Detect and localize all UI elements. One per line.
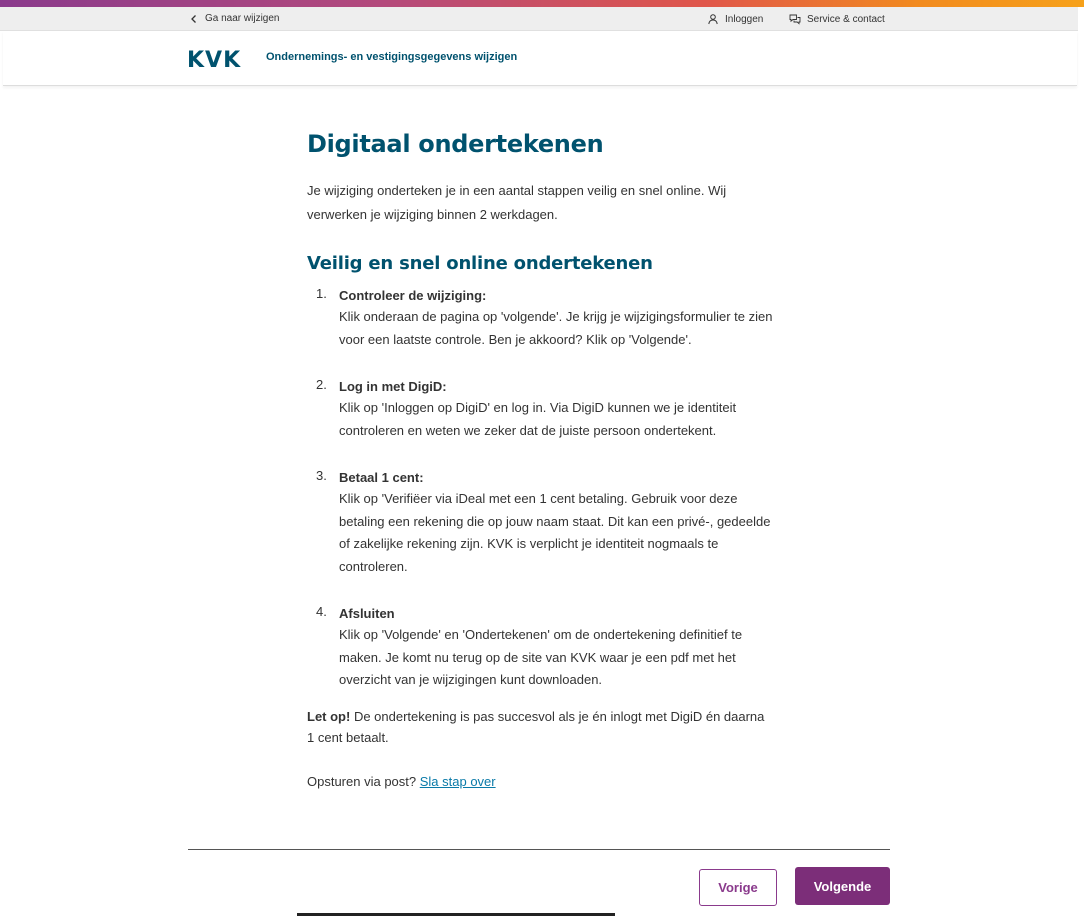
steps-list (307, 286, 777, 692)
notice-bold: Let op! (307, 708, 351, 724)
list-item (307, 377, 777, 442)
step-number: 2. (316, 377, 327, 392)
main-content (307, 130, 777, 789)
notice-text (307, 706, 772, 748)
skip-step-link[interactable]: Sla stap over (419, 773, 496, 789)
step-text: Klik op 'Inloggen op DigiD' en log in. Via DigiD kunnen we je identiteit controleren en weten we zeker dat de juiste persoon ondertekent. (339, 400, 737, 438)
step-number: 3. (316, 468, 327, 483)
step-text: Klik op 'Volgende' en 'Ondertekenen' om de ondertekening definitief te maken. Je komt nu terug op de site van KVK waar je een pdf met het overzicht van je wijzigingen kunt downloaden. (339, 627, 743, 687)
user-icon (707, 13, 719, 25)
back-to-changes-link[interactable] (189, 13, 279, 24)
step-title: Controleer de wijziging: (339, 288, 487, 303)
step-title: Afsluiten (339, 606, 395, 621)
login-label: Inloggen (725, 13, 764, 25)
brand-stripe (0, 0, 1084, 7)
step-number: 4. (316, 604, 327, 619)
step-text: Klik op 'Verifiëer via iDeal met een 1 cent betaling. Gebruik voor deze betaling een rekening die op jouw naam staat. Dit kan een privé-, gedeelde of zakelijke rekening zijn. KVK is verplicht je identiteit nogmaals te controleren. (339, 491, 771, 574)
next-button[interactable]: Volgende (795, 867, 890, 905)
intro-text: Je wijziging onderteken je in een aantal stappen veilig en snel online. Wij verwerken je wijziging binnen 2 werkdagen. (307, 183, 727, 222)
back-link-label: Ga naar wijzigen (205, 13, 280, 24)
step-title: Log in met DigiD: (339, 379, 447, 394)
post-option-label: Opsturen via post? (307, 773, 420, 789)
header-title: Ondernemings- en vestigingsgegevens wijzigen (266, 51, 518, 63)
login-link[interactable] (707, 13, 763, 25)
service-contact-label: Service & contact (807, 13, 885, 25)
section-title: Veilig en snel online ondertekenen (307, 253, 653, 274)
post-option (307, 774, 777, 789)
svg-text:KVK: KVK (187, 49, 242, 69)
site-header (3, 31, 1077, 86)
utility-bar (0, 7, 1078, 31)
divider (188, 849, 890, 850)
list-item (307, 286, 777, 351)
previous-button[interactable]: Vorige (699, 869, 777, 906)
page-title: Digitaal ondertekenen (307, 130, 604, 158)
service-contact-link[interactable] (789, 13, 885, 25)
chat-bubbles-icon (789, 13, 801, 25)
list-item (307, 468, 777, 578)
notice-body: De ondertekening is pas succesvol als je én inlogt met DigiD én daarna 1 cent betaalt. (307, 708, 765, 745)
step-text: Klik onderaan de pagina op 'volgende'. Je krijg je wijzigingsformulier te zien voor een laatste controle. Ben je akkoord? Klik op 'Volgende'. (339, 309, 773, 347)
list-item (307, 604, 777, 692)
step-number: 1. (316, 286, 327, 301)
kvk-logo[interactable] (187, 49, 253, 69)
step-title: Betaal 1 cent: (339, 470, 424, 485)
chevron-left-icon (189, 14, 199, 24)
